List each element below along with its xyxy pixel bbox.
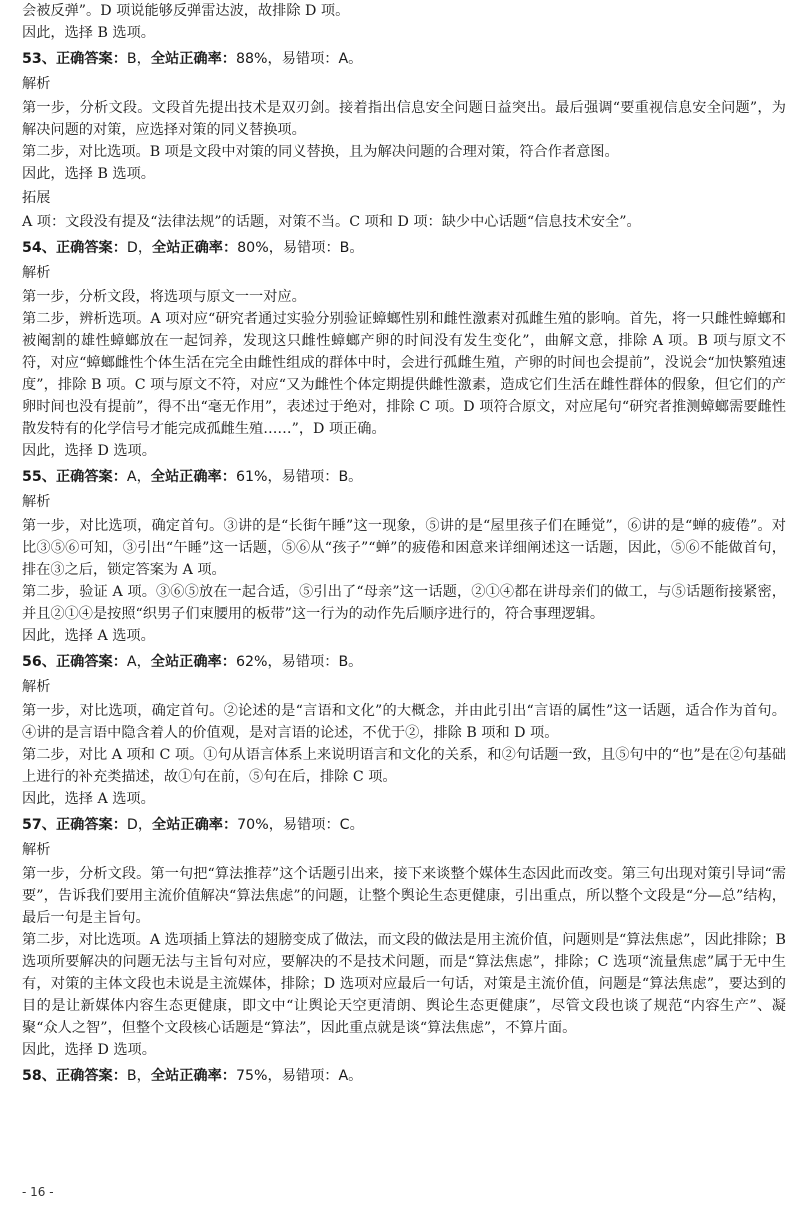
answer-header xyxy=(22,466,786,488)
answer-value: D， xyxy=(126,817,153,833)
analysis-text xyxy=(22,286,786,462)
question-number: 58、 xyxy=(22,1068,56,1084)
question-number: 56、 xyxy=(22,654,56,670)
question-block-57 xyxy=(22,814,786,1061)
answer-value: B， xyxy=(126,51,151,67)
analysis-paragraph: 第一步，对比选项，确定首句。②论述的是“言语和文化”的大概念，并由此引出“言语的属性”这一话题，适合作为首句。④讲的是言语中隐含着人的价值观，是对言语的论述，不优于②，排除 B 项和 D 项。 xyxy=(22,703,786,741)
rate-value: 88%， xyxy=(235,51,282,67)
error-value: B。 xyxy=(338,654,363,670)
question-block-56 xyxy=(22,651,786,810)
conclusion: 因此，选择 A 选项。 xyxy=(22,791,155,807)
analysis-paragraph: 第二步，对比选项。A 选项插上算法的翅膀变成了做法，而文段的做法是用主流价值，问题则是“算法焦虑”，因此排除；B 选项所要解决的问题无法与主旨句对应，要解决的不是技术问题，而是“算法焦虑”，排除；C 选项“流量焦虑”属于无中生有，对策的主体文段也未说是主流媒体，排除；D 选项对应最后一句话，对策是主流价值，问题是“算法焦虑”，要达到的目的是让新媒体内容生态更健康，即文中“让舆论天空更清朗、舆论生态更健康”，尽管文段也谈了规范“内容生产”、凝聚“众人之智”，但整个文段核心话题是“算法”，因此重点就是谈“算法焦虑”，不算片面。 xyxy=(22,932,786,1036)
rate-value: 75%， xyxy=(235,1068,282,1084)
question-number: 55、 xyxy=(22,469,56,485)
analysis-label: 解析 xyxy=(22,842,51,858)
question-number: 54、 xyxy=(22,240,56,256)
answer-label: 正确答案： xyxy=(55,240,127,256)
error-label: 易错项： xyxy=(282,240,340,256)
analysis-paragraph: 第二步，验证 A 项。③⑥⑤放在一起合适，⑤引出了“母亲”这一话题，②①④都在讲母亲们的做工，与⑤话题衔接紧密，并且②①④是按照“织男子们束腰用的板带”这一行为的动作先后顺序进行的，符合事理逻辑。 xyxy=(22,584,786,622)
answer-label: 正确答案： xyxy=(55,1068,127,1084)
answer-value: B， xyxy=(126,1068,151,1084)
question-block-55 xyxy=(22,466,786,647)
question-block-54 xyxy=(22,237,786,462)
conclusion: 因此，选择 B 选项。 xyxy=(22,166,155,182)
analysis-paragraph: 第一步，分析文段，将选项与原文一一对应。 xyxy=(22,289,306,305)
answer-value: D， xyxy=(126,240,153,256)
error-label: 易错项： xyxy=(281,469,339,485)
answer-header xyxy=(22,651,786,673)
answer-label: 正确答案： xyxy=(55,51,127,67)
error-value: C。 xyxy=(339,817,364,833)
question-number: 53、 xyxy=(22,51,56,67)
question-block-53 xyxy=(22,48,786,233)
conclusion: 因此，选择 D 选项。 xyxy=(22,443,156,459)
answer-label: 正确答案： xyxy=(55,817,127,833)
rate-value: 62%， xyxy=(235,654,282,670)
error-label: 易错项： xyxy=(281,654,339,670)
answer-header xyxy=(22,237,786,259)
rate-label: 全站正确率： xyxy=(150,654,236,670)
analysis-label: 解析 xyxy=(22,265,51,281)
error-label: 易错项： xyxy=(281,51,339,67)
rate-label: 全站正确率： xyxy=(150,51,236,67)
intro-line: 会被反弹”。D 项说能够反弹雷达波，故排除 D 项。 xyxy=(22,3,350,19)
error-value: A。 xyxy=(338,1068,363,1084)
answer-label: 正确答案： xyxy=(55,469,127,485)
answer-header xyxy=(22,814,786,836)
analysis-paragraph: 第一步，对比选项，确定首句。③讲的是“长街午睡”这一现象，⑤讲的是“屋里孩子们在睡觉”，⑥讲的是“蝉的疲倦”。对比③⑤⑥可知，③引出“午睡”这一话题，⑤⑥从“孩子”“蝉”的疲倦和困意来详细阐述这一话题，因此，⑤⑥不能做首句，排在③之后，锁定答案为 A 项。 xyxy=(22,518,786,578)
rate-value: 61%， xyxy=(235,469,282,485)
error-label: 易错项： xyxy=(281,1068,339,1084)
error-label: 易错项： xyxy=(282,817,340,833)
analysis-paragraph: 第一步，分析文段。第一句把“算法推荐”这个话题引出来，接下来谈整个媒体生态因此而改变。第三句出现对策引导词“需要”，告诉我们要用主流价值解决“算法焦虑”的问题，让整个舆论生态更健康，引出重点，所以整个文段是“分—总”结构，最后一句是主旨句。 xyxy=(22,866,786,926)
analysis-paragraph: 第二步，辨析选项。A 项对应“研究者通过实验分别验证蟑螂性别和雌性激素对孤雌生殖的影响。首先，将一只雌性蟑螂和被阉割的雄性蟑螂放在一起饲养，发现这只雌性蟑螂产卵的时间没有发生变化”，曲解文意，排除 A 项。B 项与原文不符，对应“蟑螂雌性个体生活在完全由雌性组成的群体中时，会进行孤雌生殖，产卵的时间也会提前”，没说会“加快繁殖速度”，排除 B 项。C 项与原文不符，对应“又为雌性个体定期提供雌性激素，造成它们生活在雌性群体的假象，但它们的产卵时间也没有提前”，得不出“毫无作用”，表述过于绝对，排除 C 项。D 项符合原文，对应尾句“研究者推测蟑螂需要雌性散发特有的化学信号才能完成孤雌生殖……”，D 项正确。 xyxy=(22,311,786,437)
rate-label: 全站正确率： xyxy=(152,240,238,256)
analysis-text xyxy=(22,863,786,1061)
extension-label: 拓展 xyxy=(22,190,51,206)
analysis-label: 解析 xyxy=(22,679,51,695)
rate-label: 全站正确率： xyxy=(150,469,236,485)
analysis-label: 解析 xyxy=(22,76,51,92)
analysis-text xyxy=(22,515,786,647)
rate-value: 80%， xyxy=(237,240,283,256)
analysis-label: 解析 xyxy=(22,494,51,510)
analysis-paragraph: 第二步，对比 A 项和 C 项。①句从语言体系上来说明语言和文化的关系，和②句话题一致，且⑤句中的“也”是在②句基础上进行的补充类描述，故①句在前，⑤句在后，排除 C 项。 xyxy=(22,747,786,785)
error-value: B。 xyxy=(338,469,363,485)
rate-label: 全站正确率： xyxy=(150,1068,236,1084)
intro-conclusion: 因此，选择 B 选项。 xyxy=(22,25,155,41)
analysis-paragraph: 第二步，对比选项。B 项是文段中对策的同义替换，且为解决问题的合理对策，符合作者意图。 xyxy=(22,144,619,160)
document-page xyxy=(22,0,786,1090)
extension-paragraph: A 项：文段没有提及“法律法规”的话题，对策不当。C 项和 D 项：缺少中心话题“信息技术安全”。 xyxy=(22,214,641,230)
rate-value: 70%， xyxy=(237,817,283,833)
answer-value: A， xyxy=(126,469,151,485)
answer-header xyxy=(22,48,786,70)
extension-text xyxy=(22,211,786,233)
page-number: - 16 - xyxy=(22,1185,54,1199)
analysis-text xyxy=(22,97,786,185)
conclusion: 因此，选择 D 选项。 xyxy=(22,1042,156,1058)
error-value: A。 xyxy=(338,51,363,67)
answer-value: A， xyxy=(126,654,151,670)
question-number: 57、 xyxy=(22,817,56,833)
error-value: B。 xyxy=(339,240,364,256)
conclusion: 因此，选择 A 选项。 xyxy=(22,628,155,644)
analysis-text xyxy=(22,700,786,810)
rate-label: 全站正确率： xyxy=(152,817,238,833)
analysis-paragraph: 第一步，分析文段。文段首先提出技术是双刃剑。接着指出信息安全问题日益突出。最后强调“要重视信息安全问题”，为解决问题的对策，应选择对策的同义替换项。 xyxy=(22,100,786,138)
answer-label: 正确答案： xyxy=(55,654,127,670)
answer-header-58 xyxy=(22,1065,786,1087)
